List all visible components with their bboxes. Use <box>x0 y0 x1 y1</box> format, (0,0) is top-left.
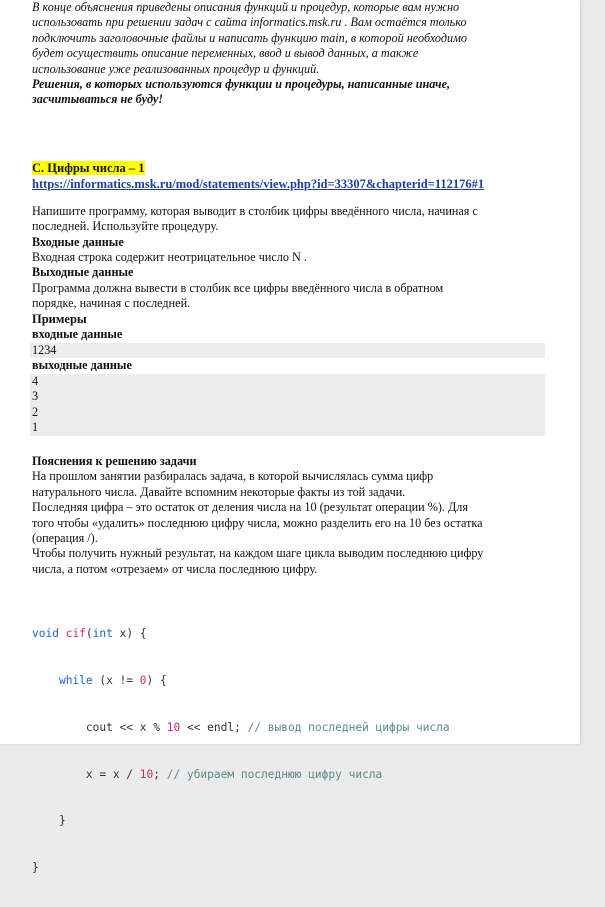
example-output-block <box>30 374 545 436</box>
output-description <box>32 281 545 312</box>
code-block <box>32 595 545 907</box>
input-text: Входная строка содержит неотрицательное число N . <box>32 250 307 265</box>
intro-paragraph <box>32 0 545 108</box>
example-output-value: 1 <box>32 420 39 435</box>
explanation-line: Чтобы получить нужный результат, на каждом шаге цикла выводим последнюю цифру <box>32 546 484 561</box>
intro-line: подключить заголовочные файлы и написать функцию main, в которой необходимо <box>32 30 467 45</box>
task-title <box>32 160 545 176</box>
explanation-line: числа, а потом «отрезаем» от числа последнюю цифру. <box>32 561 318 576</box>
example-output-label: выходные данные <box>32 358 132 373</box>
task-statement <box>32 204 545 235</box>
code-line: void cif(int x) { <box>32 627 147 641</box>
example-input-block <box>30 343 545 359</box>
code-line: while (x != 0) { <box>58 674 167 688</box>
example-input-label: входные данные <box>32 327 123 342</box>
task-link[interactable]: https://informatics.msk.ru/mod/statements/view.php?id=33307&chapterid=112176#1 <box>32 176 485 191</box>
example-input-value: 1234 <box>32 342 57 357</box>
example-output-value: 3 <box>32 389 39 404</box>
example-output-value: 4 <box>32 373 39 388</box>
code-line: x = x / 10; // убираем последнюю цифру числа <box>32 767 383 781</box>
explanation-line: Последняя цифра – это остаток от деления числа на 10 (результат операции %). Для <box>32 500 468 515</box>
explanation-line: На прошлом занятии разбиралась задача, в которой вычислялась сумма цифр <box>32 469 434 484</box>
examples-heading: Примеры <box>32 311 87 326</box>
warning-line: засчитываться не буду! <box>32 92 164 107</box>
intro-line: В конце объяснения приведены описания функций и процедур, которые вам нужно <box>32 0 460 14</box>
explanation-paragraph <box>32 469 545 577</box>
explanation-title: Пояснения к решению задачи <box>32 453 197 468</box>
example-output-value: 2 <box>32 404 39 419</box>
code-line: } <box>32 861 39 875</box>
page-content <box>32 0 545 907</box>
output-line: порядке, начиная с последней. <box>32 296 191 311</box>
code-line: cout << x % 10 << endl; // вывод последней цифры числа <box>32 720 450 734</box>
task-title-text: C. Цифры числа – 1 <box>32 160 145 175</box>
code-line: } <box>32 814 66 828</box>
input-heading: Входные данные <box>32 234 124 249</box>
intro-line: будет осуществить описание переменных, ввод и вывод данных, а также <box>32 46 419 61</box>
warning-line: Решения, в которых используются функции и процедуры, написанные иначе, <box>32 77 451 92</box>
output-heading: Выходные данные <box>32 265 134 280</box>
statement-line: Напишите программу, которая выводит в столбик цифры введённого числа, начиная с <box>32 203 478 218</box>
statement-line: последней. Используйте процедуру. <box>32 219 219 234</box>
explanation-line: натурального числа. Давайте вспомним некоторые факты из той задачи. <box>32 484 406 499</box>
explanation-line: (операция /). <box>32 530 98 545</box>
intro-line: использовать при решении задач с сайта informatics.msk.ru . Вам остаётся только <box>32 15 467 30</box>
explanation-line: того чтобы «удалить» последнюю цифру числа, можно разделить его на 10 без остатка <box>32 515 483 530</box>
output-line: Программа должна вывести в столбик все цифры введённого числа в обратном <box>32 280 444 295</box>
intro-line: использование уже реализованных процедур и функций. <box>32 61 320 76</box>
